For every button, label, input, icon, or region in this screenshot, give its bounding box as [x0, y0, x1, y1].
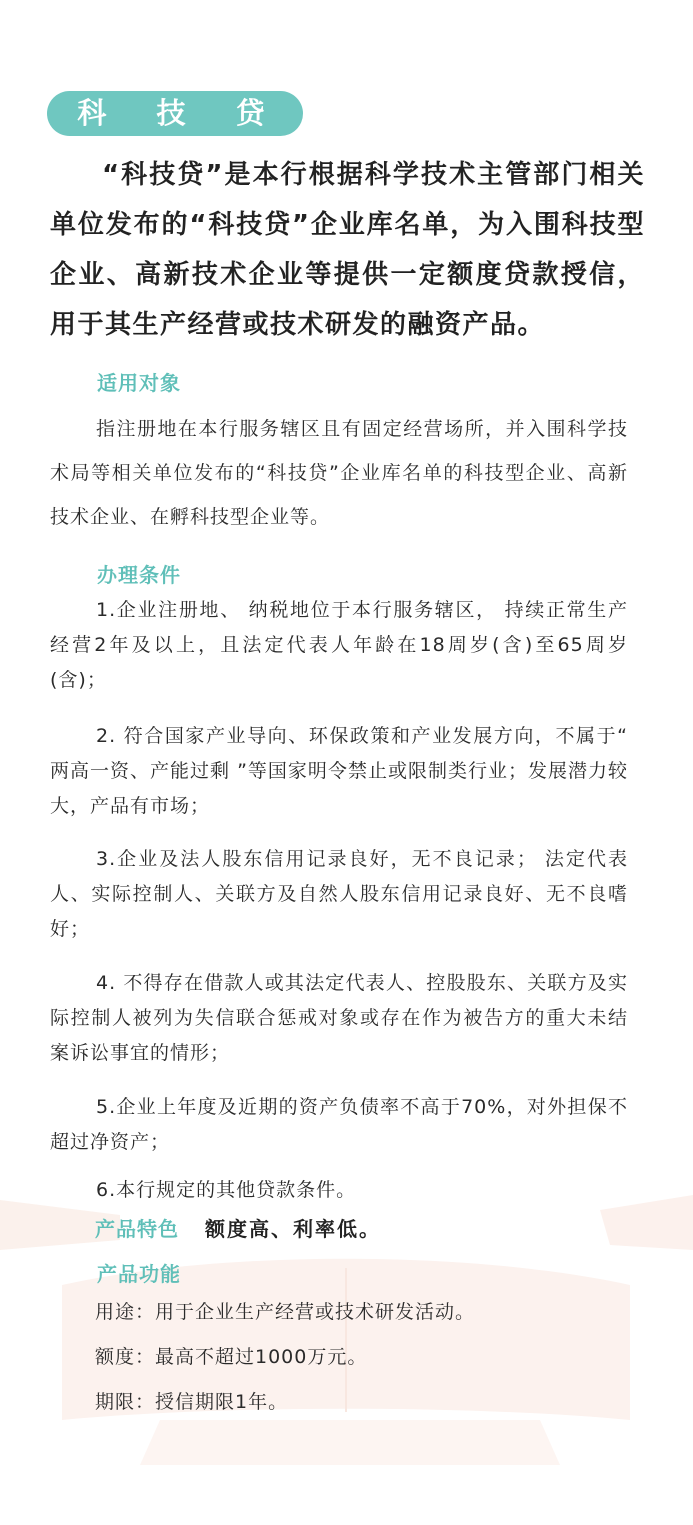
features-text: 额度高、利率低。 — [205, 1217, 381, 1241]
condition-item: 5.企业上年度及近期的资产负债率不高于70%，对外担保不超过净资产； — [50, 1096, 628, 1153]
decor-shape-bottom — [140, 1420, 560, 1465]
section-title-applicable: 适用对象 — [97, 371, 181, 395]
condition-item: 3.企业及法人股东信用记录良好，无不良记录； 法定代表人、实际控制人、关联方及自然人股东信用记录良好、无不良嗜好； — [50, 848, 628, 940]
section-title-conditions: 办理条件 — [97, 563, 181, 587]
section-title-functions: 产品功能 — [97, 1262, 181, 1286]
product-title-pill — [47, 91, 303, 136]
section-title-features: 产品特色 — [95, 1217, 179, 1241]
intro-paragraph: “科技贷”是本行根据科学技术主管部门相关单位发布的“科技贷”企业库名单，为入围科技型企业、高新技术企业等提供一定额度贷款授信，用于其生产经营或技术研发的融资产品。 — [50, 160, 645, 340]
applicable-text: 指注册地在本行服务辖区且有固定经营场所，并入围科学技术局等相关单位发布的“科技贷”企业库名单的科技型企业、高新技术企业、在孵科技型企业等。 — [50, 418, 628, 528]
condition-item: 2. 符合国家产业导向、环保政策和产业发展方向，不属于“ 两高一资、产能过剩 ”等国家明令禁止或限制类行业；发展潜力较大，产品有市场； — [50, 725, 628, 817]
function-item-usage: 用途：用于企业生产经营或技术研发活动。 — [95, 1301, 476, 1323]
function-item-term: 期限：授信期限1年。 — [95, 1391, 289, 1413]
condition-item: 6.本行规定的其他贷款条件。 — [96, 1179, 357, 1201]
product-title: 科 技 贷 — [77, 96, 285, 130]
features-row — [95, 1214, 381, 1244]
condition-item: 1.企业注册地、 纳税地位于本行服务辖区， 持续正常生产经营2年及以上，且法定代表人年龄在18周岁(含)至65周岁(含)； — [50, 599, 628, 691]
condition-item: 4. 不得存在借款人或其法定代表人、控股股东、关联方及实际控制人被列为失信联合惩戒对象或存在作为被告方的重大未结案诉讼事宜的情形； — [50, 972, 628, 1064]
function-item-amount: 额度：最高不超过1000万元。 — [95, 1346, 368, 1368]
